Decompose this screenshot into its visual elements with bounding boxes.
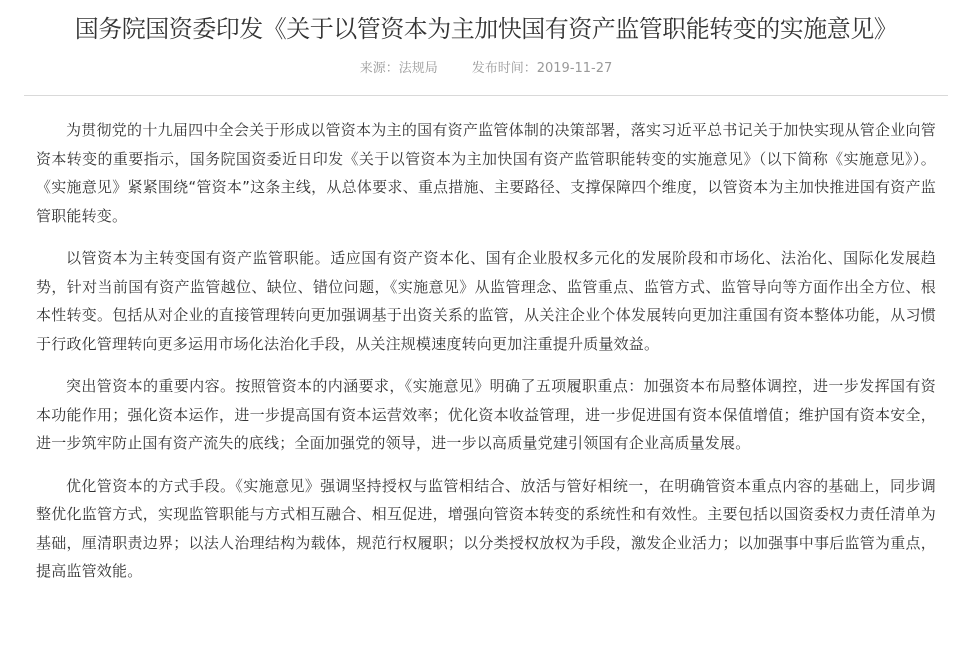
article-paragraph-4: 优化管资本的方式手段。《实施意见》强调坚持授权与监管相结合、放活与管好相统一，在明确管资本重点内容的基础上，同步调整优化监管方式，实现监管职能与方式相互融合、相互促进，增强向管资本转变的系统性和有效性。主要包括以国资委权力责任清单为基础，厘清职责边界；以法人治理结构为载体，规范行权履职；以分类授权放权为手段，激发企业活力；以加强事中事后监管为重点，提高监管效能。 [36, 476, 936, 580]
article-title: 国务院国资委印发《关于以管资本为主加快国有资产监管职能转变的实施意见》 [74, 15, 898, 43]
article-paragraph-3: 突出管资本的重要内容。按照管资本的内涵要求，《实施意见》明确了五项履职重点：加强资本布局整体调控，进一步发挥国有资本功能作用；强化资本运作，进一步提高国有资本运营效率；优化资本收益管理，进一步促进国有资本保值增值；维护国有资本安全，进一步筑牢防止国有资产流失的底线；全面加强党的领导，进一步以高质量党建引领国有企业高质量发展。 [36, 377, 936, 452]
title-divider [24, 95, 948, 96]
article-paragraph-2: 以管资本为主转变国有资产监管职能。适应国有资产资本化、国有企业股权多元化的发展阶段和市场化、法治化、国际化发展趋势，针对当前国有资产监管越位、缺位、错位问题，《实施意见》从监管理念、监管重点、监管方式、监管导向等方面作出全方位、根本性转变。包括从对企业的直接管理转向更加强调基于出资关系的监管，从关注企业个体发展转向更加注重国有资本整体功能，从习惯于行政化管理转向更多运用市场化法治化手段，从关注规模速度转向更加注重提升质量效益。 [36, 249, 936, 353]
source-label: 来源： [359, 61, 399, 76]
article-paragraph-1: 为贯彻党的十九届四中全会关于形成以管资本为主的国有资产监管体制的决策部署，落实习近平总书记关于加快实现从管企业向管资本转变的重要指示，国务院国资委近日印发《关于以管资本为主加快国有资产监管职能转变的实施意见》（以下简称《实施意见》）。《实施意见》紧紧围绕“管资本”这条主线，从总体要求、重点措施、主要路径、支撑保障四个维度，以管资本为主加快推进国有资产监管职能转变。 [36, 121, 936, 225]
article-body [24, 116, 948, 586]
source-value: 法规局 [398, 61, 438, 76]
article-meta [24, 60, 948, 78]
publish-time-value: 2019-11-27 [536, 61, 613, 76]
publish-time-label: 发布时间： [471, 61, 537, 76]
